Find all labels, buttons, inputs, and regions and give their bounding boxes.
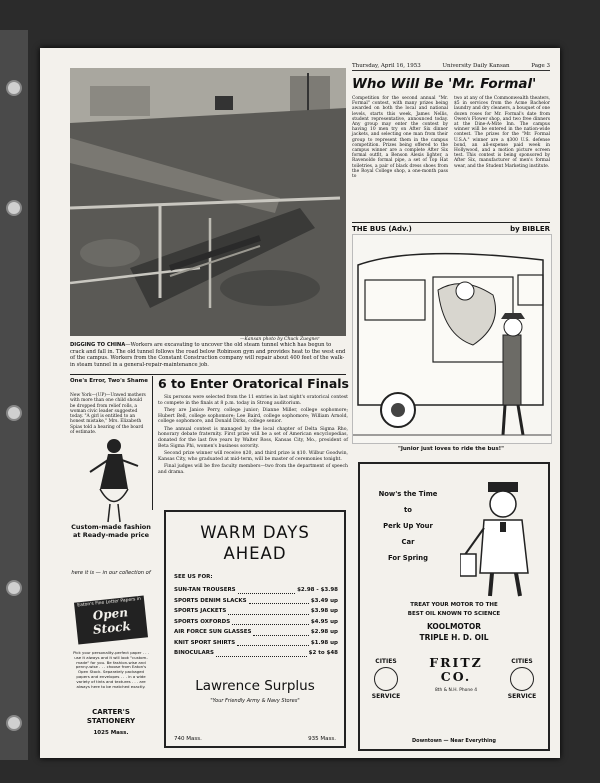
cities-service-logo-right: CITIES SERVICE bbox=[507, 658, 537, 700]
price-item: BINOCULARS $2 to $48 bbox=[174, 650, 338, 656]
price-item: SUN-TAN TROUSERS $2.98 - $3.98 bbox=[174, 587, 338, 593]
treat-your-motor-text: TREAT YOUR MOTOR TO THE BEST OIL KNOWN TO SCIENCE bbox=[407, 602, 501, 617]
photo-credit: —Kansan photo by Chuck Zuegner bbox=[240, 337, 320, 342]
see-us-label: SEE US FOR: bbox=[174, 574, 213, 580]
cities-service-logo-left: CITIES SERVICE bbox=[371, 658, 401, 700]
store-slogan: "Your Friendly Army & Navy Stores" bbox=[210, 698, 300, 704]
comic-header bbox=[352, 222, 550, 233]
caption-text: —Workers are excavating to uncover the old steam tunnel which has begun to crack and fall in. The old tunnel follows the road below Robinson gym and provides heat to the west end of the campus. Workers from the Constant Construction company will repair about 400 feet of the walk-in steam tunnel in a general-repair-maintenance job. bbox=[70, 342, 346, 368]
mr-formal-column-2: two at any of the Commonwealth theaters, $5 in services from the Acme Bachelor laundry and dry cleaners, a bouquet of one dozen roses for Mr. Formal's date from Owen's Flower shop, and two free dinners at the Dine-A-Mite Inn. The campus winner will be entered in the nation-wide contest. The prizes for the "Mr. Formal U.S.A." winner are a $300 U.S. defense bond, an all-expense paid week in Hollywood, and a motion picture screen test. This contest is being sponsored by After Six, manufacturer of men's formal wear, and the Student Marketing institute. bbox=[454, 96, 550, 169]
ones-error-headline: One's Error, Two's Shame bbox=[70, 378, 148, 384]
now-the-time-text: Now's the Time to Perk Up Your Car For Spring bbox=[378, 490, 438, 562]
warm-days-headline: WARM DAYS AHEAD bbox=[200, 523, 310, 563]
carter-address: 1025 Mass. bbox=[93, 730, 129, 736]
page-header bbox=[352, 63, 550, 71]
mr-formal-headline: Who Will Be 'Mr. Formal' bbox=[352, 76, 537, 92]
store-name: Lawrence Surplus bbox=[195, 678, 315, 694]
section-rule bbox=[70, 374, 346, 375]
comic-title: THE BUS (Adv.) bbox=[352, 225, 412, 233]
binder-ring bbox=[6, 715, 22, 731]
oratorical-paragraph: Second prize winner will receive $20, and third prize is $10. Wilbur Goodwin, Kansas City, who graduated at mid-term, will be master of ceremonies tonight. bbox=[158, 451, 348, 462]
custom-made-headline: Custom-made fashion at Ready-made price bbox=[71, 523, 151, 539]
open-stock-label: Open Stock bbox=[92, 605, 132, 637]
price-item: SPORTS OXFORDS $4.95 up bbox=[174, 618, 338, 625]
carters-stationery-ad bbox=[70, 434, 152, 752]
here-it-is-text: here it is — in our collection of bbox=[71, 570, 151, 576]
binder-ring bbox=[6, 80, 22, 96]
store-address-2: 935 Mass. bbox=[308, 736, 336, 742]
photo-caption bbox=[70, 342, 346, 368]
ones-error-body: New York—(UP)—Unwed mothers with more than one child should be dropped from relief rolls, a woman civic leader suggested today. "A girl is entitled to an honest mistake," Mrs. Elizabeth Spias told a hearing of the board of estimate. bbox=[70, 393, 146, 436]
comic-caption: "Junior just loves to ride the bus!" bbox=[397, 446, 504, 452]
mr-formal-column-1: Competition for the second annual "Mr. Formal" contest, with many prizes being awarded on both the local and national levels, starts this week, James Nellis, student representative, announced today. Any group may enter the contest by having 10 men try on After Six dinner jackets, and selecting one man from their group to represent them in the campus competition. Prizes being offered to the campus winner are a complete After Six formal outfit, a Benson Alexis lighter, a Ravenoldo formal pipe, a set of Top Hat toiletries, a pair of black dress shoes from the Royal College shop, a one-month pass to bbox=[352, 96, 448, 180]
bus-cartoon bbox=[352, 234, 552, 444]
binder-ring bbox=[6, 405, 22, 421]
oratorical-paragraph: They are Janice Perry, college junior; Dianne Miller, college sophomore; Hubert Bell, college sophomore; Lee Baird, college sophomore; William Arnold, college sophomore, and Donald Dirks, college senior. bbox=[158, 408, 348, 425]
excavation-photo bbox=[70, 68, 346, 336]
price-item: KNIT SPORT SHIRTS $1.98 up bbox=[174, 639, 338, 646]
downtown-slogan: Downtown — Near Everything bbox=[412, 738, 496, 744]
fritz-co-ad bbox=[358, 462, 550, 751]
oratorical-paragraph: Six persons were selected from the 11 entries in last night's oratorical contest to compete in the finals at 8 p.m. today in Strong auditorium. bbox=[158, 395, 348, 406]
lawrence-surplus-ad bbox=[164, 510, 346, 748]
carter-store-name: CARTER'S STATIONERY bbox=[86, 708, 136, 725]
header-page: Page 3 bbox=[531, 63, 550, 69]
newspaper-page bbox=[40, 48, 560, 758]
oratorical-body bbox=[158, 395, 348, 477]
fashion-figure-illustration bbox=[70, 434, 152, 524]
cities-service-icon bbox=[374, 667, 398, 691]
binder-ring bbox=[6, 200, 22, 216]
oratorical-headline: 6 to Enter Oratorical Finals bbox=[158, 376, 349, 391]
oil-man-illustration bbox=[460, 478, 544, 598]
open-stock-box bbox=[74, 595, 148, 644]
price-item: AIR FORCE SUN GLASSES $2.98 up bbox=[174, 629, 338, 635]
binder-spine bbox=[0, 30, 28, 760]
caption-lead: DIGGING TO CHINA bbox=[70, 342, 126, 348]
price-item: SPORTS JACKETS $3.98 up bbox=[174, 608, 338, 614]
carter-body-text: Pick your personality-perfect paper . . . use it always and it will look "custom-made" for you. Be fashion-wise and penny-wise . . . choose from Eaton's Open Stock. Separately packaged papers and envelopes . . . in a wide variety of tints and textures . . . are always here to be matched exactly. bbox=[73, 650, 149, 689]
cities-service-icon bbox=[510, 667, 534, 691]
price-item: SPORTS DENIM SLACKS $3.49 up bbox=[174, 597, 338, 604]
binder-ring bbox=[6, 580, 22, 596]
fritz-company-name: FRITZ CO. bbox=[429, 655, 483, 684]
store-address-1: 740 Mass. bbox=[174, 736, 202, 742]
column-rule bbox=[152, 376, 153, 510]
header-date: Thursday, April 16, 1953 bbox=[352, 63, 421, 69]
koolmotor-text: KOOLMOTOR TRIPLE H. D. OIL bbox=[419, 622, 489, 642]
header-paper: University Daily Kansan bbox=[442, 63, 510, 69]
price-list bbox=[174, 587, 338, 661]
fritz-address: 8th & N.H. Phone 4 bbox=[435, 688, 477, 693]
oratorical-paragraph: The annual contest is managed by the local chapter of Delta Sigma Rho, honorary debate fraternity. First prize will be a set of American encyclopedias, donated for the last five years by Walter Ross, Kansas City, Mo., president of Beta Sigma Phi, women's business sorority. bbox=[158, 426, 348, 449]
brand-name: Eaton's Fine Letter Papers in bbox=[77, 596, 142, 609]
oratorical-paragraph: Final judges will be five faculty members—two from the department of speech and drama. bbox=[158, 464, 348, 475]
comic-artist: by BIBLER bbox=[510, 225, 550, 233]
